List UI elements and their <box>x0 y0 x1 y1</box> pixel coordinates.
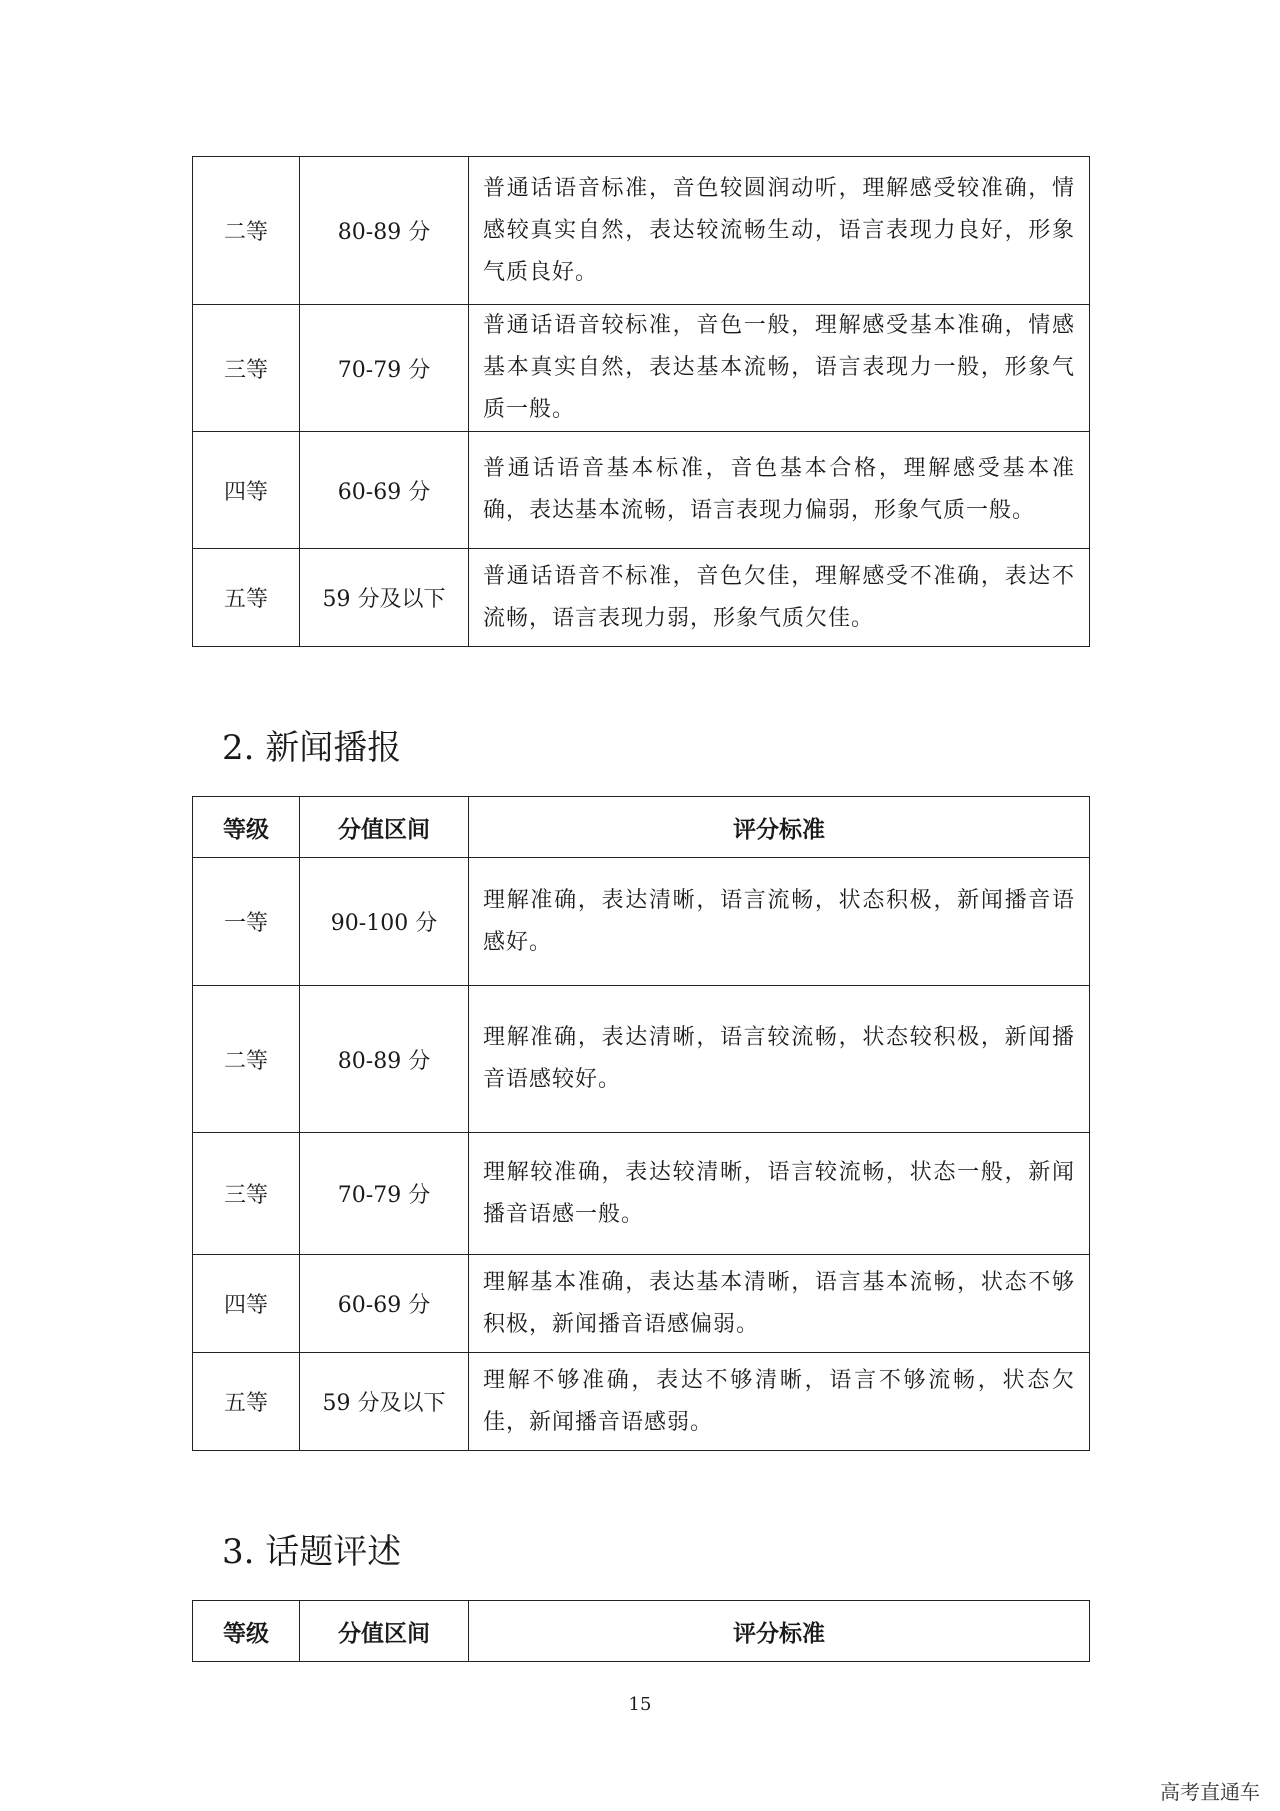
table-row <box>193 1133 1090 1255</box>
column-header-score-range: 分值区间 <box>300 1601 469 1662</box>
level-cell: 二等 <box>193 986 300 1133</box>
section-title-news-broadcast: 2. 新闻播报 <box>222 728 402 768</box>
score-range-cell: 59 分及以下 <box>300 1353 469 1451</box>
table-header-row <box>193 1601 1090 1662</box>
criteria-cell: 普通话语音较标准，音色一般，理解感受基本准确，情感基本真实自然，表达基本流畅，语言表现力一般，形象气质一般。 <box>469 305 1090 432</box>
table-row <box>193 1353 1090 1451</box>
level-cell: 五等 <box>193 1353 300 1451</box>
scoring-table-news-broadcast <box>192 796 1090 1451</box>
column-header-score-range: 分值区间 <box>300 797 469 858</box>
criteria-cell: 理解基本准确，表达基本清晰，语言基本流畅，状态不够积极，新闻播音语感偏弱。 <box>469 1255 1090 1353</box>
scoring-table-recitation-continued <box>192 156 1090 647</box>
score-range-cell: 80-89 分 <box>300 986 469 1133</box>
score-range-cell: 80-89 分 <box>300 157 469 305</box>
scoring-table-topic-commentary <box>192 1600 1090 1662</box>
level-cell: 五等 <box>193 549 300 647</box>
level-cell: 四等 <box>193 1255 300 1353</box>
table-row <box>193 1255 1090 1353</box>
section-title-topic-commentary: 3. 话题评述 <box>222 1532 402 1572</box>
criteria-cell: 理解准确，表达清晰，语言流畅，状态积极，新闻播音语感好。 <box>469 858 1090 986</box>
score-range-cell: 60-69 分 <box>300 432 469 549</box>
column-header-level: 等级 <box>193 1601 300 1662</box>
level-cell: 二等 <box>193 157 300 305</box>
score-range-cell: 70-79 分 <box>300 305 469 432</box>
table-row <box>193 549 1090 647</box>
column-header-criteria: 评分标准 <box>469 797 1090 858</box>
criteria-cell: 理解较准确，表达较清晰，语言较流畅，状态一般，新闻播音语感一般。 <box>469 1133 1090 1255</box>
table-row <box>193 432 1090 549</box>
score-range-cell: 59 分及以下 <box>300 549 469 647</box>
score-range-cell: 60-69 分 <box>300 1255 469 1353</box>
level-cell: 三等 <box>193 1133 300 1255</box>
score-range-cell: 70-79 分 <box>300 1133 469 1255</box>
level-cell: 四等 <box>193 432 300 549</box>
criteria-cell: 普通话语音标准，音色较圆润动听，理解感受较准确，情感较真实自然，表达较流畅生动，语言表现力良好，形象气质良好。 <box>469 157 1090 305</box>
table-row <box>193 986 1090 1133</box>
page-number: 15 <box>628 1694 652 1715</box>
level-cell: 三等 <box>193 305 300 432</box>
criteria-cell: 理解准确，表达清晰，语言较流畅，状态较积极，新闻播音语感较好。 <box>469 986 1090 1133</box>
column-header-level: 等级 <box>193 797 300 858</box>
score-range-cell: 90-100 分 <box>300 858 469 986</box>
column-header-criteria: 评分标准 <box>469 1601 1090 1662</box>
table-row <box>193 157 1090 305</box>
table-header-row <box>193 797 1090 858</box>
criteria-cell: 普通话语音基本标准，音色基本合格，理解感受基本准确，表达基本流畅，语言表现力偏弱，形象气质一般。 <box>469 432 1090 549</box>
level-cell: 一等 <box>193 858 300 986</box>
criteria-cell: 普通话语音不标准，音色欠佳，理解感受不准确，表达不流畅，语言表现力弱，形象气质欠佳。 <box>469 549 1090 647</box>
table-row <box>193 858 1090 986</box>
table-row <box>193 305 1090 432</box>
watermark-text: 高考直通车 <box>1160 1780 1260 1804</box>
criteria-cell: 理解不够准确，表达不够清晰，语言不够流畅，状态欠佳，新闻播音语感弱。 <box>469 1353 1090 1451</box>
